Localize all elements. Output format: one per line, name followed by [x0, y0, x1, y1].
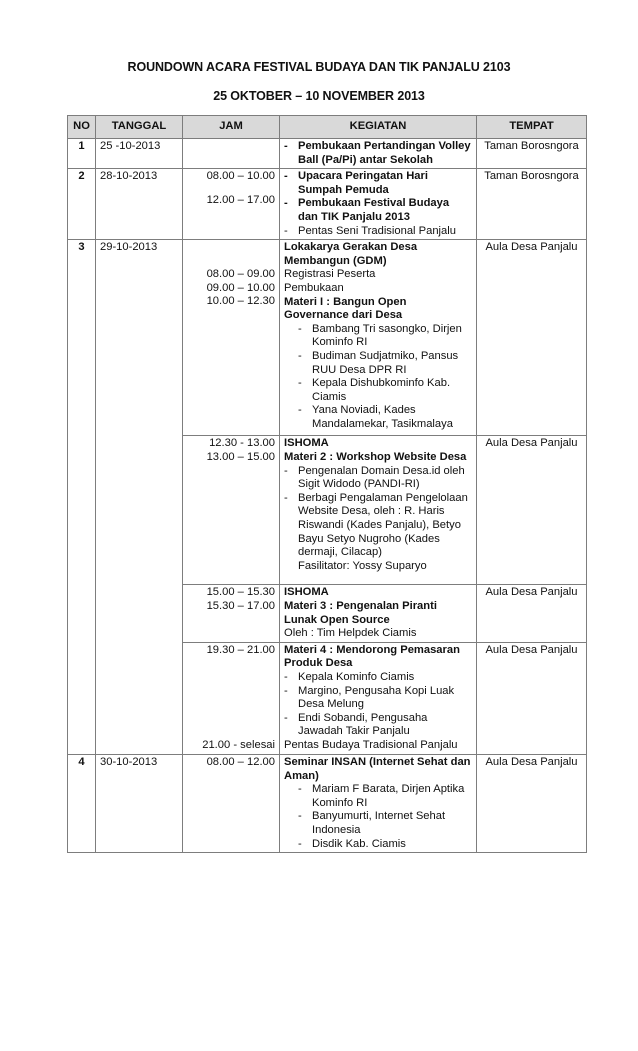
materi-title: Materi 2 : Workshop Website Desa [284, 451, 467, 464]
time-slot: 12.00 – 17.00 [206, 193, 275, 206]
document-title: ROUNDOWN ACARA FESTIVAL BUDAYA DAN TIK PANJALU 2103 [127, 60, 511, 74]
speaker-item: - Kepala Dishubkominfo Kab. Ciamis [298, 377, 451, 403]
row-time [183, 139, 280, 169]
time-slot: 09.00 – 10.00 [206, 281, 275, 294]
row-time [183, 240, 280, 436]
date-range: 25 OKTOBER – 10 NOVEMBER 2013 [213, 89, 425, 103]
row-date: 25 -10-2013 [96, 139, 183, 169]
table-row [68, 754, 587, 852]
speaker-item: - Banyumurti, Internet Sehat Indonesia [298, 810, 446, 836]
time-slot: 10.00 – 12.30 [206, 295, 275, 308]
row-time [183, 585, 280, 642]
activity-heading: Lokakarya Gerakan Desa Membangun (GDM) [284, 241, 418, 267]
materi-title: Materi 3 : Pengenalan Piranti Lunak Open Source [284, 600, 437, 626]
row-venue: Aula Desa Panjalu [477, 585, 587, 642]
header-tempat: TEMPAT [477, 116, 587, 139]
row-time [183, 169, 280, 240]
row-no: 1 [68, 139, 96, 169]
header-kegiatan: KEGIATAN [280, 116, 477, 139]
row-activity [280, 585, 477, 642]
header-jam: JAM [183, 116, 280, 139]
speaker-item: - Disdik Kab. Ciamis [298, 837, 406, 850]
ishoma-label: ISHOMA [284, 437, 329, 450]
materi-title: Materi I : Bangun Open Governance dari Desa [284, 295, 407, 322]
activity-item: - Kepala Kominfo Ciamis [284, 670, 415, 683]
activity-line: Oleh : Tim Helpdek Ciamis [284, 627, 417, 640]
time-slot: 12.30 - 13.00 [209, 437, 275, 450]
activity-item: - Margino, Pengusaha Kopi Luak Desa Melung [284, 684, 455, 711]
row-venue: Taman Borosngora [477, 139, 587, 169]
activity-line: Pentas Budaya Tradisional Panjalu [284, 738, 458, 751]
row-venue: Aula Desa Panjalu [477, 436, 587, 585]
activity-item: - Upacara Peringatan Hari Sumpah Pemuda [284, 170, 428, 196]
row-venue: Aula Desa Panjalu [477, 642, 587, 754]
time-slot: 08.00 – 09.00 [206, 268, 275, 281]
header-no: NO [68, 116, 96, 139]
row-activity [280, 642, 477, 754]
table-row [68, 169, 587, 240]
activity-item: - Pembukaan Festival Budaya dan TIK Panjalu 2013 [284, 197, 450, 223]
time-slot: 13.00 – 15.00 [206, 451, 275, 464]
speaker-item: - Yana Noviadi, Kades Mandalamekar, Tasikmalaya [298, 404, 453, 430]
speaker-item: - Mariam F Barata, Dirjen Aptika Kominfo RI [298, 783, 465, 809]
speaker-item: - Bambang Tri sasongko, Dirjen Kominfo RI [298, 322, 462, 349]
time-slot: 08.00 – 10.00 [206, 170, 275, 183]
row-time: 08.00 – 12.00 [183, 754, 280, 852]
materi-title: Materi 4 : Mendorong Pemasaran Produk Desa [284, 643, 460, 670]
row-date: 30-10-2013 [96, 754, 183, 852]
activity-item: - Pengenalan Domain Desa.id oleh Sigit Widodo (PANDI-RI) [284, 464, 465, 491]
time-slot: 15.30 – 17.00 [206, 600, 275, 612]
activity-item: - Berbagi Pengalaman Pengelolaan Website Desa, oleh : R. Haris Riswandi (Kades Panjalu), Betyo Bayu Setyo Nugroho (Kades dermaji, Cilacap) [284, 491, 468, 559]
row-no: 2 [68, 169, 96, 240]
activity-item: - Pentas Seni Tradisional Panjalu [284, 224, 456, 237]
activity-item: - Endi Sobandi, Pengusaha Jawadah Takir Panjalu [284, 711, 428, 738]
fasilitator: Fasilitator: Yossy Suparyo [298, 559, 427, 572]
activity-line: Pembukaan [284, 281, 344, 294]
time-slot: 19.30 – 21.00 [206, 643, 275, 656]
activity-line: Registrasi Peserta [284, 268, 376, 281]
table-header-row [68, 116, 587, 139]
table-row [68, 240, 587, 436]
activity-heading: Seminar INSAN (Internet Sehat dan Aman) [284, 755, 471, 782]
schedule-table [67, 115, 587, 853]
row-activity [280, 240, 477, 436]
row-activity [280, 754, 477, 852]
row-time [183, 436, 280, 585]
row-no: 4 [68, 754, 96, 852]
table-row [68, 139, 587, 169]
row-venue: Aula Desa Panjalu [477, 240, 587, 436]
row-venue: Aula Desa Panjalu [477, 754, 587, 852]
time-slot: 21.00 - selesai [202, 739, 275, 752]
row-time [183, 642, 280, 754]
row-venue: Taman Borosngora [477, 169, 587, 240]
row-date: 29-10-2013 [96, 240, 183, 755]
row-activity [280, 139, 477, 169]
header-tanggal: TANGGAL [96, 116, 183, 139]
speaker-item: - Budiman Sudjatmiko, Pansus RUU Desa DPR RI [298, 349, 459, 376]
row-no: 3 [68, 240, 96, 755]
row-activity [280, 436, 477, 585]
row-activity [280, 169, 477, 240]
time-slot: 15.00 – 15.30 [206, 586, 275, 599]
row-date: 28-10-2013 [96, 169, 183, 240]
activity-item: - Pembukaan Pertandingan Volley Ball (Pa/Pi) antar Sekolah [284, 140, 471, 166]
ishoma-label: ISHOMA [284, 586, 329, 599]
